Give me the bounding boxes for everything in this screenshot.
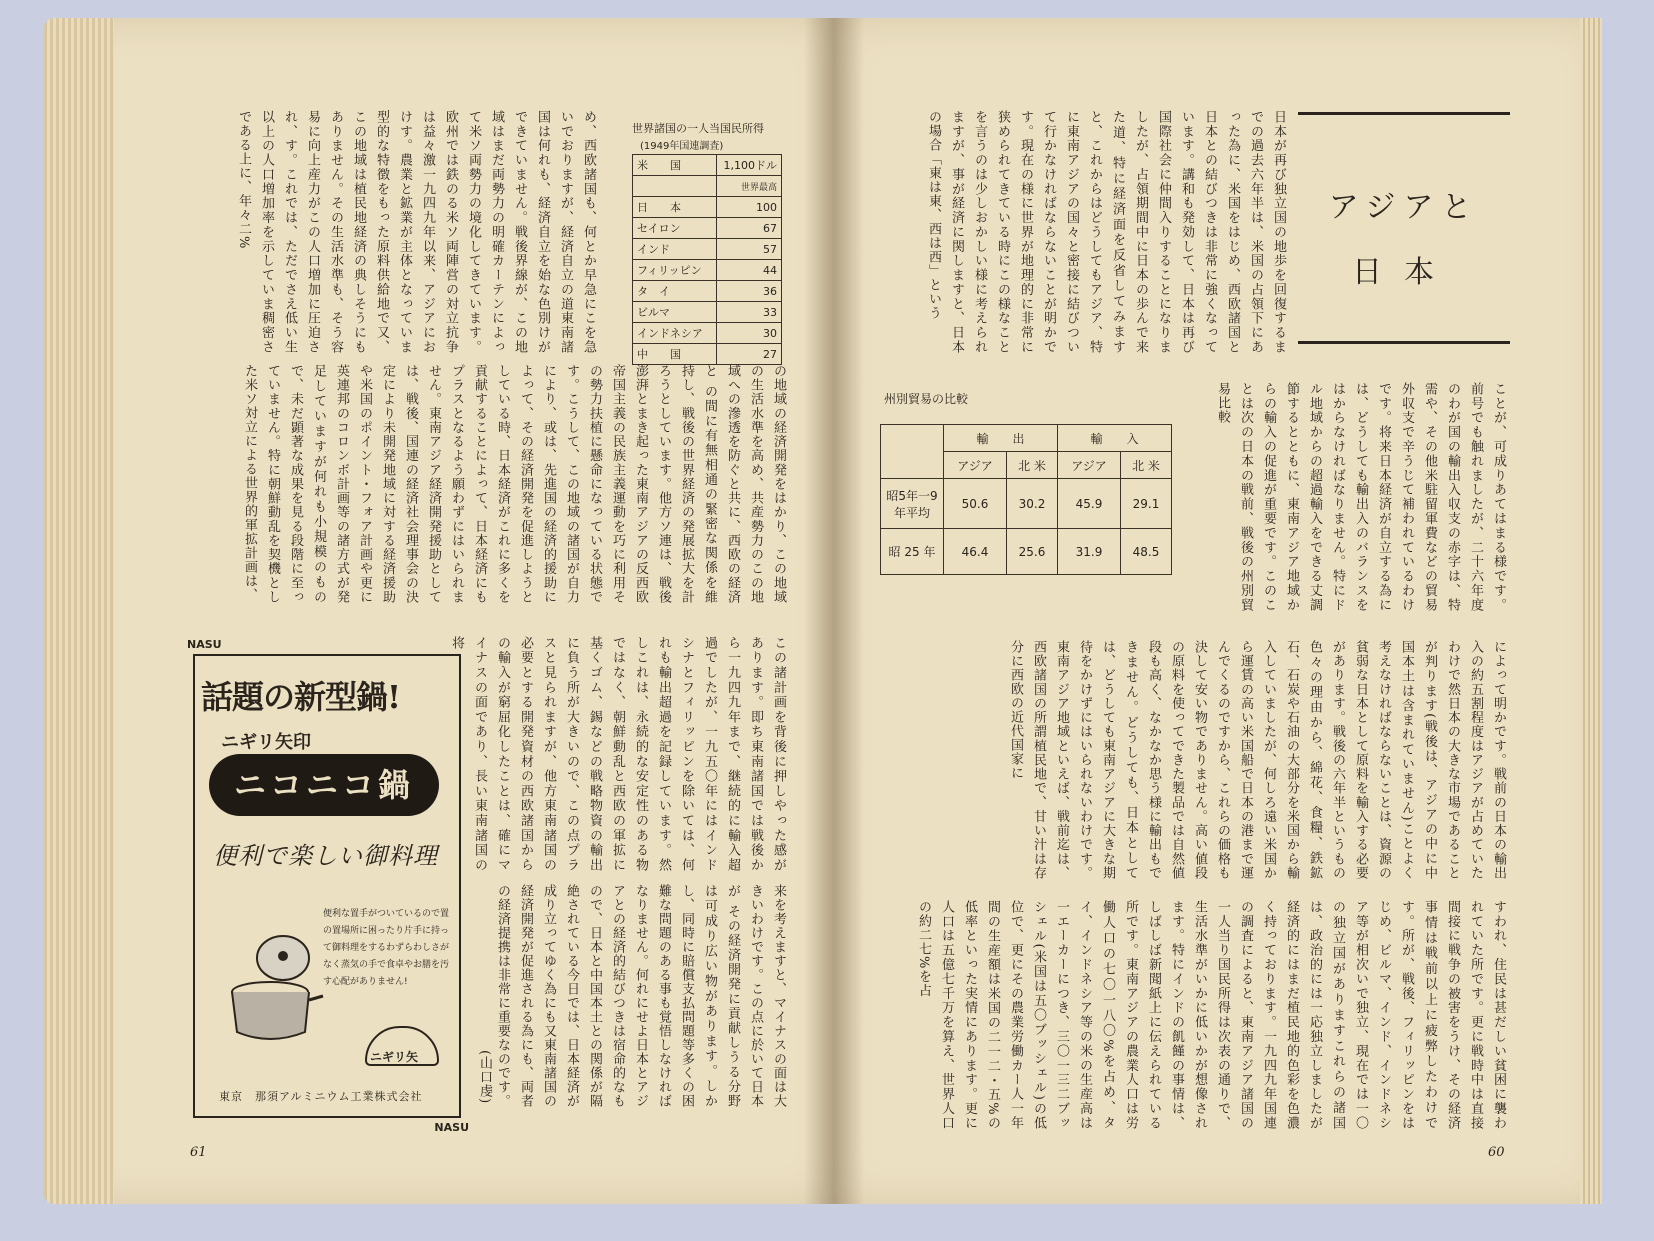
table-row xyxy=(881,479,1172,529)
income-value: 27 xyxy=(717,344,782,365)
income-value: 57 xyxy=(717,239,782,260)
title-rule-top xyxy=(1298,112,1510,115)
trade-row-label: 昭 25 年 xyxy=(881,529,944,575)
trade-cell: 46.4 xyxy=(944,529,1007,575)
ad-company: 東京 那須アルミニウム工業株式会社 xyxy=(219,1090,423,1103)
page-number-left: 61 xyxy=(190,1145,207,1160)
income-country: フィリッピン xyxy=(633,260,717,281)
table-row xyxy=(881,529,1172,575)
income-country: 日 本 xyxy=(633,197,717,218)
trade-sub-na: 北 米 xyxy=(1120,452,1171,479)
trade-sub-asia: アジア xyxy=(1057,452,1120,479)
income-country: 米 国 xyxy=(633,155,717,176)
income-table xyxy=(632,154,782,365)
ad-logo: ニギリ矢 xyxy=(370,1050,419,1064)
table-row xyxy=(633,281,782,302)
income-value: 100 xyxy=(717,197,782,218)
income-value: 30 xyxy=(717,323,782,344)
trade-cell: 31.9 xyxy=(1057,529,1120,575)
table-row xyxy=(633,176,782,197)
ad-brand-bottom: NASU xyxy=(434,1121,469,1134)
ad-mark: ニギリ矢印 xyxy=(221,732,311,753)
book-gutter xyxy=(804,18,864,1204)
text-block-l3: この諸計画を背後に押しやった感があります。即ち東南諸国では戦後から一九四九年まで、継続的に輸入超過でしたが、一九五〇年にはインドシナとフィリッピンを除いては、何れも輸出超過を記録しています。然しこれは、永続的な安定性のある物ではなく、朝鮮動乱と西欧の軍拡に基くゴム、錫などの戦略物資の輸出に負う所が大きいので、この点プラスと見られますが、他方東南諸国の必要とする開発資材の西欧諸国からの輸入が窮屈化したことは、確にマイナスの面であり、長い東南諸国の将 xyxy=(449,636,786,872)
income-table-caption: 世界諸国の一人当国民所得 xyxy=(632,122,764,135)
table-row xyxy=(633,218,782,239)
advertisement xyxy=(187,638,469,1134)
table-row xyxy=(633,155,782,176)
title-rule-bottom xyxy=(1298,341,1510,344)
trade-cell: 29.1 xyxy=(1120,479,1171,529)
author-name: (山口虔) xyxy=(477,1050,492,1105)
trade-col-export: 輸 出 xyxy=(944,425,1058,452)
table-row xyxy=(633,260,782,281)
trade-table xyxy=(880,424,1172,575)
text-block-l1: め、西欧諸国も、何とか早急にこを急いでおりますが、経済自立の道東南諸国は何れも、経済自立を始な色別けができていません。戦後界線が、この地域はまだ両勢力の明確カーテンによって米ソ両勢力の境化してきています。欧州では鉄のる米ソ両陣営の対立抗争は益々激一九四九年以来、アジアにおけす。農業と鉱業が主体となっていま型的な特徴をもった原料供給地で又、この地域は植民地経済の典しそうにもありません。その生活水準も、そう容易に向上産力がこの人口増加に圧迫され、す。これでは、ただでさえ低い生以上の人口増加率を示していま稠密さである上に、年々二% xyxy=(236,110,596,354)
income-unit: 世界最高 xyxy=(717,176,782,197)
text-block-l2: の地域の経済開発をはかり、この地域の生活水準を高め、共産勢力のこの地域への滲透を防ぐと共に、西欧の経済と の間に有無相通の緊密な関係を維持し、戦後の世界経済の発展拡大を計ろうとしています。他方ソ連は、戦後澎湃とまき起った東南アジアの反西欧帝国主義の民族主義運動を巧に利用その勢力扶植に懸命になっている状態です。こうして、この地域の諸国が自力により、或は、先進国の経済的援助によって、その経済開発を促進しようとしている時、日本経済がこれに多くを貢献することによって、日本経済にもプラスとなるよう願わずにはいられません。東南アジア経済開発援助としては、戦後、国連の経済社会理事会の決定により未開発地域に対する経済援助や米国のポイント・フォア計画や更に英連邦のコロンボ計画等の諸方式が発足していますが何れも小規模のもので、未だ顕著な成果を見る段階に至っていません。特に朝鮮動乱を契機とした米ソ対立による世界的軍拡計画は、 xyxy=(242,364,786,604)
income-value: 1,100ドル xyxy=(717,155,782,176)
income-country: ビルマ xyxy=(633,302,717,323)
trade-sub-na: 北 米 xyxy=(1006,452,1057,479)
income-country: タ イ xyxy=(633,281,717,302)
ad-headline: 話題の新型鍋! xyxy=(201,678,401,716)
table-row xyxy=(633,302,782,323)
income-table-subcaption: (1949年国連調査) xyxy=(640,141,724,152)
trade-cell: 30.2 xyxy=(1006,479,1057,529)
pot-illustration-icon xyxy=(225,930,325,1050)
income-value: 33 xyxy=(717,302,782,323)
income-country: インドネシア xyxy=(633,323,717,344)
text-block-r1: 日本が再び独立国の地歩を回復するまでの過去六年半は、米国の占領下にあった為に、米国をはじめ、西欧諸国と日本との結びつきは非常に強くなっています。講和も発効して、日本は再び国際社会に仲間入りすることになりましたが、占領期間中に日本の歩んで来た道、特に経済面を反省してみますと、これからはどうしてもアジア、特に東南アジアの国々と密接に結びついて行かなければならないことが明かです。現在の様に世界が地理的に非常に狭められてきている時にこの様なことを言うのは少しおかしい様に考えられますが、事が経済に関しますと、日本の場合「東は東、西は西」という xyxy=(926,110,1286,354)
trade-cell: 25.6 xyxy=(1006,529,1057,575)
income-value: 67 xyxy=(717,218,782,239)
table-row xyxy=(633,239,782,260)
income-value: 36 xyxy=(717,281,782,302)
income-country: インド xyxy=(633,239,717,260)
page-number-right: 60 xyxy=(1488,1145,1505,1160)
income-country: 中 国 xyxy=(633,344,717,365)
ad-product-name: ニコニコ鍋 xyxy=(209,754,439,816)
ad-slogan: 便利で楽しい御料理 xyxy=(213,842,438,870)
table-row xyxy=(633,344,782,365)
trade-table-caption: 州別貿易の比較 xyxy=(884,392,969,406)
income-value: 44 xyxy=(717,260,782,281)
trade-sub-asia: アジア xyxy=(944,452,1007,479)
title-line-2: 日本 xyxy=(1352,255,1456,290)
trade-col-import: 輸 入 xyxy=(1057,425,1171,452)
article-title xyxy=(1298,112,1510,344)
table-row xyxy=(633,323,782,344)
trade-cell: 45.9 xyxy=(1057,479,1120,529)
text-block-r3: によって明かです。戦前の日本の輸出入の約五割程度はアジアが占めていたわけで然日本の大きな市場であることが判ります(戦後は、アジアの中に中国本土は含まれていません)ことよく考えなければならないことは、資源の貧弱な日本として原料を輸入する必要があります。戦後の六年半というもの色々の理由から、綿花、食糧、鉄鉱石、石炭や石油の大部分を米国から輸入していましたが、何しろ遠い米国から運賃の高い米国船で日本の港まで運んでくるのですから、これらの価格も決して安い物でありません。高い値段の原料を使ってできた製品では自然値段も高く、なかなか思う様に輸出もできません。どうしても、日本としては、どうしても東南アジアに大きな期待をかけずにはいられないわけです。東南アジア地域といえば、戦前迄は、西欧諸国の所謂植民地で、甘い汁は存分に西欧の近代国家に xyxy=(1008,640,1506,880)
income-country: セイロン xyxy=(633,218,717,239)
table-row xyxy=(633,197,782,218)
text-block-l4: 来を考えますと、マイナスの面は大きいわけです。この点に於いて日本が その経済開発に貢献しうる分野は可成り広い物があります。しかし、同時に賠償支払問題等多くの困難な問題のある事も覚悟しなければなりません。何れにせよ日本とアジアとの経済的結びつきは宿命的なもので、日本と中国本土との関係が隔絶されている今日では、日本経済が成り立ってゆく為にも又東南諸国の経済開発が促進される為にも、両者の経済提携は非常に重要なのです。 xyxy=(495,884,786,1108)
ad-description: 便利な置手がついているので置の置場所に困ったり片手に持って御料理をするわずらわしさがなく蒸気の手で食卓やお膳を汚す心配がありません! xyxy=(323,909,450,987)
text-block-r2: ことが、可成りあてはまる様です。前号でも触れましたが、二十六年度のわが国の輸出入収支の赤字は、特需や、その他米駐留軍費などの貿易外収支で辛うじて補われているわけです。将来日本経済が自立する為には、どうしても輸出入のバランスをはからなければなりません。特にドル地域からの超過輸入をできる丈調節するとともに、東南アジア地域からの輸入の促進が重要です。このことは次の日本の戦前、戦後の州別貿易比較 xyxy=(1215,382,1506,612)
trade-cell: 48.5 xyxy=(1120,529,1171,575)
trade-row-label: 昭5年一9年平均 xyxy=(881,479,944,529)
trade-cell: 50.6 xyxy=(944,479,1007,529)
ad-brand-top: NASU xyxy=(187,638,222,651)
text-block-r4: すわれ、住民は甚だしい貧困に襲われていた所です。更に戦時中は直接間接に戦争の被害をうけ、その経済事情は戦前以上に疲弊したわけです。所が、戦後、フィリッピンをはじめ、ビルマ、インド、インドネシア等が相次いで独立、現在では一〇の独立国がありますこれらの諸国は、政治的には一応独立しましたが経済的にはまだ植民地的色彩を色濃く持っております。一九四九年国連の調査によると、東南アジア諸国の一人当り国民所得は次表の通りで、生活水準がいかに低いかが想像されます。特にインドの飢饉の事情は、しばしば新聞紙上に伝えられている所です。東南アジアの農業人口は労働人口の七〇一八〇%を占め、タイ、インドネシア等の米の生産高は一エーカーにつき、三〇一三二ブッシェル(米国は五〇ブッシェル)の低位で、更にその農業労働カー人一年間の生産額は米国の二一二・五%の低率といった実情にあります。更に人口は五億七千万を算え、世界人口の約二七%を占 xyxy=(916,900,1506,1130)
title-line-1: アジアと xyxy=(1328,190,1480,225)
